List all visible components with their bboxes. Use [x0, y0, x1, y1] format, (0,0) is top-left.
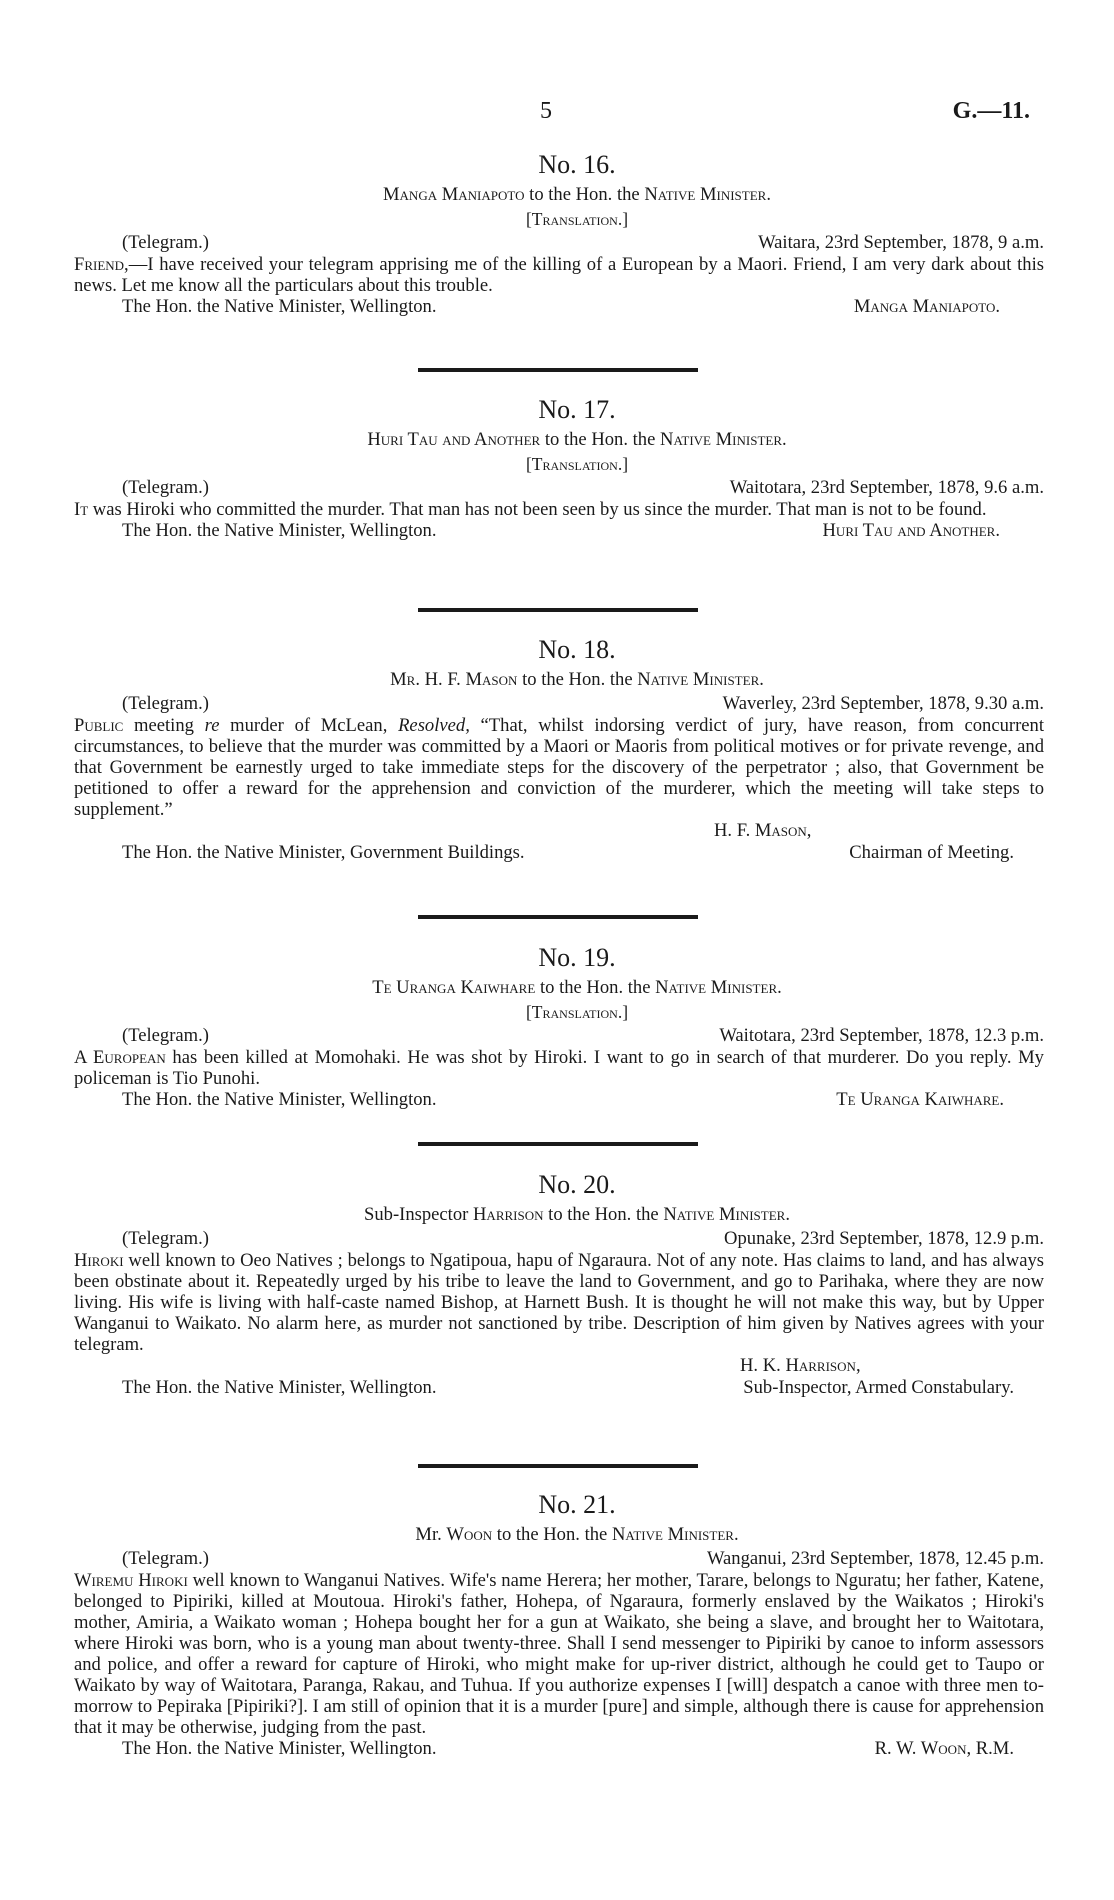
message-text: was Hiroki who committed the murder. That man has not been seen by us since the murder. That man is not to be found.: [88, 499, 987, 520]
message-text: meeting: [123, 715, 205, 736]
entry-recipient: Native Minister.: [660, 429, 787, 450]
section-divider: [418, 368, 698, 372]
place-date: Waitotara, 23rd September, 1878, 9.6 a.m.: [729, 477, 1044, 498]
section-divider: [418, 608, 698, 612]
message-text: well known to Oeo Natives ; belongs to Ngatipoua, hapu of Ngaraura. Not of any note. Has claims to land, and has always been obstinate about it. Repeatedly urged by his tribe to leave the land to Government, and go to Parihaka, where they are now living. His wife is living with half-caste named Bishop, at Harnett Bush. It is thought he will not make this way, but by Upper Wanganui to Waikato. No alarm here, as murder not sanctioned by tribe. Description of him given by Natives agrees with your telegram.: [74, 1250, 1044, 1355]
place-date: Waitara, 23rd September, 1878, 9 a.m.: [758, 232, 1044, 253]
entry-recipient: Native Minister.: [611, 1524, 739, 1545]
entry-heading: [74, 184, 1044, 206]
entry-recipient: Native Minister.: [637, 669, 764, 690]
message-lead: European: [93, 1047, 166, 1068]
message-text: well known to Wanganui Natives. Wife's name Herera; her mother, Tarare, belongs to Nguratu; her father, Katene, belonged to Pipiriki, killed at Moutoua. Hiroki's father, Hohepa, of Ngaraura, formerly enslaved by the Waikatos ; Hiroki's mother, Amiria, a Waikato woman ; Hohepa bought her for a gun at Waikato, she being a slave, and brought her to Waitotara, where Hiroki was born, who is a young man about twenty-three. Shall I send messenger to Pipiriki by canoe to inform assessors and police, and offer a reward for capture of Hiroki, who might make for up-river district, although he could get to Taupo or Waikato by way of Waitotara, Paranga, Rakau, and Tuhua. If you authorize expenses I [will] despatch a canoe with three men to-morrow to Pepiraka [Pipiriki?]. I am still of opinion that it is a murder [pure] and simple, although there is cause for apprehension that it may be otherwise, judging from the past.: [74, 1570, 1044, 1738]
telegram-entry-21: [74, 1490, 1044, 1760]
message-body: [74, 254, 1044, 296]
addressee: The Hon. the Native Minister, Wellington.: [122, 296, 437, 317]
signer-name-line: [74, 1355, 1044, 1377]
signature: Te Uranga Kaiwhare.: [836, 1089, 1004, 1110]
telegram-entry-20: [74, 1170, 1044, 1399]
document-reference: G.—11.: [952, 98, 1030, 124]
entry-sender: Te Uranga Kaiwhare: [372, 977, 536, 998]
entry-number: No. 19.: [538, 943, 616, 972]
telegram-entry-19: [74, 943, 1044, 1111]
entry-sender: Manga Maniapoto: [383, 184, 525, 205]
entry-to-text: to the Hon. the: [529, 184, 640, 205]
entry-to-text: to the Hon. the: [544, 429, 656, 450]
addressee: The Hon. the Native Minister, Wellington.: [122, 1377, 437, 1398]
entry-sender-prefix: Sub-Inspector: [364, 1204, 473, 1225]
message-text: —I have received your telegram apprising me of the killing of a European by a Maori. Friend, I am very dark about this news. Let me know all the particulars about this trouble.: [74, 254, 1044, 296]
translation-note: [Translation.]: [525, 209, 629, 229]
place-date: Waitotara, 23rd September, 1878, 12.3 p.m.: [719, 1025, 1044, 1046]
signer-name-line: [74, 820, 1044, 842]
message-body: [74, 499, 1044, 520]
telegram-line: [74, 1228, 1044, 1250]
closing-line: [74, 1377, 1044, 1399]
entry-heading: [74, 669, 1044, 691]
message-text: A: [74, 1047, 94, 1068]
signer-title: Sub-Inspector, Armed Constabulary.: [743, 1377, 1014, 1398]
telegram-label: (Telegram.): [122, 232, 209, 253]
message-body: [74, 1570, 1044, 1738]
closing-line: [74, 842, 1044, 864]
telegram-label: (Telegram.): [122, 477, 209, 498]
telegram-label: (Telegram.): [122, 1025, 209, 1046]
entry-number: No. 20.: [538, 1170, 616, 1199]
entry-recipient: Native Minister.: [655, 977, 782, 998]
entry-number: No. 16.: [538, 150, 616, 179]
addressee: The Hon. the Native Minister, Wellington.: [122, 1738, 437, 1759]
entry-number: No. 18.: [538, 635, 616, 664]
signature: Huri Tau and Another.: [822, 520, 1000, 541]
message-text-italic: re: [204, 715, 220, 736]
place-date: Opunake, 23rd September, 1878, 12.9 p.m.: [724, 1228, 1044, 1249]
message-body: [74, 1047, 1044, 1089]
page-number: 5: [540, 98, 552, 124]
signer-name: H. F. Mason,: [714, 820, 812, 841]
telegram-line: [74, 1025, 1044, 1047]
entry-sender-prefix: Mr.: [415, 1524, 447, 1545]
message-lead: Public: [74, 715, 124, 736]
signature: Manga Maniapoto.: [853, 296, 1000, 317]
entry-recipient: Native Minister.: [644, 184, 771, 205]
entry-heading: [74, 429, 1044, 451]
translation-note: [Translation.]: [525, 1002, 629, 1022]
telegram-line: [74, 693, 1044, 715]
addressee: The Hon. the Native Minister, Government Buildings.: [122, 842, 525, 863]
message-body: [74, 1250, 1044, 1355]
signer-title: Chairman of Meeting.: [849, 842, 1014, 863]
entry-heading: [74, 1524, 1044, 1546]
entry-sender: Woon: [446, 1524, 493, 1545]
translation-note: [Translation.]: [525, 454, 629, 474]
message-text: murder of McLean,: [219, 715, 399, 736]
message-text: “That, whilst indorsing verdict of jury, have reason, from concurrent circumstances, to believe that the murder was committed by a Maori or Maoris from political motives or for private revenge, and that Government be earnestly urged to take immediate steps for the discovery of the perpetrator ; also, that Government be petitioned to offer a reward for the apprehension and conviction of the murderer, which the meeting will take steps to supplement.”: [74, 715, 1044, 820]
entry-heading: [74, 977, 1044, 999]
telegram-line: [74, 477, 1044, 499]
telegram-entry-18: [74, 635, 1044, 864]
entry-to-text: to the Hon. the: [522, 669, 633, 690]
addressee: The Hon. the Native Minister, Wellington.: [122, 1089, 437, 1110]
message-lead: Wiremu Hiroki: [74, 1570, 188, 1591]
message-lead: It: [74, 499, 89, 520]
entry-to-text: to the Hon. the: [548, 1204, 659, 1225]
section-divider: [418, 915, 698, 919]
entry-heading: [74, 1204, 1044, 1226]
closing-line: [74, 296, 1044, 318]
message-text-italic: Resolved,: [398, 715, 470, 736]
section-divider: [418, 1464, 698, 1468]
place-date: Waverley, 23rd September, 1878, 9.30 a.m.: [722, 693, 1044, 714]
entry-recipient: Native Minister.: [663, 1204, 790, 1225]
section-divider: [418, 1142, 698, 1146]
telegram-line: [74, 1548, 1044, 1570]
entry-sender: Mr. H. F. Mason: [390, 669, 518, 690]
telegram-line: [74, 232, 1044, 254]
message-lead: Friend,: [74, 254, 129, 275]
addressee: The Hon. the Native Minister, Wellington.: [122, 520, 437, 541]
place-date: Wanganui, 23rd September, 1878, 12.45 p.m.: [706, 1548, 1044, 1569]
telegram-entry-16: [74, 150, 1044, 318]
entry-number: No. 21.: [538, 1490, 616, 1519]
entry-to-text: to the Hon. the: [496, 1524, 608, 1545]
entry-number: No. 17.: [538, 395, 616, 424]
telegram-label: (Telegram.): [122, 693, 209, 714]
telegram-label: (Telegram.): [122, 1228, 209, 1249]
entry-sender: Harrison: [473, 1204, 544, 1225]
message-lead: Hiroki: [74, 1250, 124, 1271]
closing-line: [74, 1738, 1044, 1760]
closing-line: [74, 1089, 1044, 1111]
message-body: [74, 715, 1044, 820]
telegram-label: (Telegram.): [122, 1548, 209, 1569]
telegram-entry-17: [74, 395, 1044, 542]
entry-sender: Huri Tau and Another: [367, 429, 541, 450]
signer-name: H. K. Harrison,: [740, 1355, 861, 1376]
entry-to-text: to the Hon. the: [539, 977, 651, 998]
message-text: has been killed at Momohaki. He was shot by Hiroki. I want to go in search of that murderer. Do you reply. My policeman is Tio Punohi.: [74, 1047, 1044, 1089]
closing-line: [74, 520, 1044, 542]
signature: R. W. Woon, R.M.: [874, 1738, 1014, 1759]
page-header: [0, 98, 1114, 128]
